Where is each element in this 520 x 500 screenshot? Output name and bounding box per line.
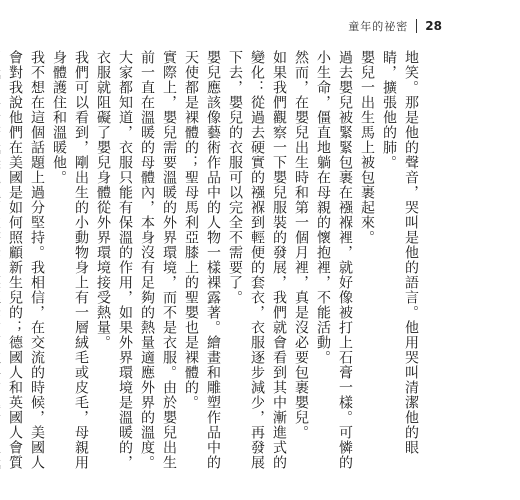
page-number: 28 xyxy=(425,19,442,33)
header-divider xyxy=(416,19,417,33)
paragraph: 嬰兒應該像藝術作品中的人物一樣裸露著。繪畫和雕塑作品中的天使都是裸體的；聖母馬利亞膝上的聖嬰也是裸體的。 xyxy=(183,50,221,470)
paragraph: 我們可以看到，剛出生的小動物身上有一層絨毛或皮毛，母親用身體護住和溫暖他。 xyxy=(51,50,89,470)
paragraph: 然而，在嬰兒出生時和第一個月裡，真是沒必要包裹嬰兒。 xyxy=(293,50,309,440)
paragraph: 實際上，嬰兒需要溫暖的外界環境，而不是衣服。由於嬰兒出生前一直在溫暖的母體內，本身沒有足夠的熱量適應外界的溫度。大家都知道，衣服只能有保溫的作用，如果外界環境是溫暖的，衣服就阻礙了嬰兒身體從外界環境接受熱量。 xyxy=(95,50,177,470)
running-title: 童年的祕密 xyxy=(348,20,409,33)
body-text xyxy=(7,50,422,470)
paragraph: 如果我們觀察一下嬰兒服裝的發展，我們就會看到其中漸進式的變化：從過去硬實的襁褓到輕便的套衣，衣服逐步減少，再發展下去，嬰兒的衣服可以完全不需要了。 xyxy=(227,50,287,470)
paragraph: 地笑。那是他的聲音，哭叫是他的語言。他用哭叫清潔他的眼睛，擴張他的肺。 xyxy=(381,50,419,455)
running-header xyxy=(348,18,442,34)
paragraph: 過去嬰兒被緊緊包裹在襁褓裡，就好像被打上石膏一樣。可憐的小生命，僵直地躺在母親的懷抱裡，不能活動。 xyxy=(315,50,353,470)
paragraph: 嬰兒一出生馬上被包裹起來。 xyxy=(359,50,375,245)
paragraph: 我不想在這個話題上過分堅持。我相信，在交流的時候，美國人會對我說他們在美國是如何照顧新生兒的；德國人和英國人會質 xyxy=(7,50,45,470)
